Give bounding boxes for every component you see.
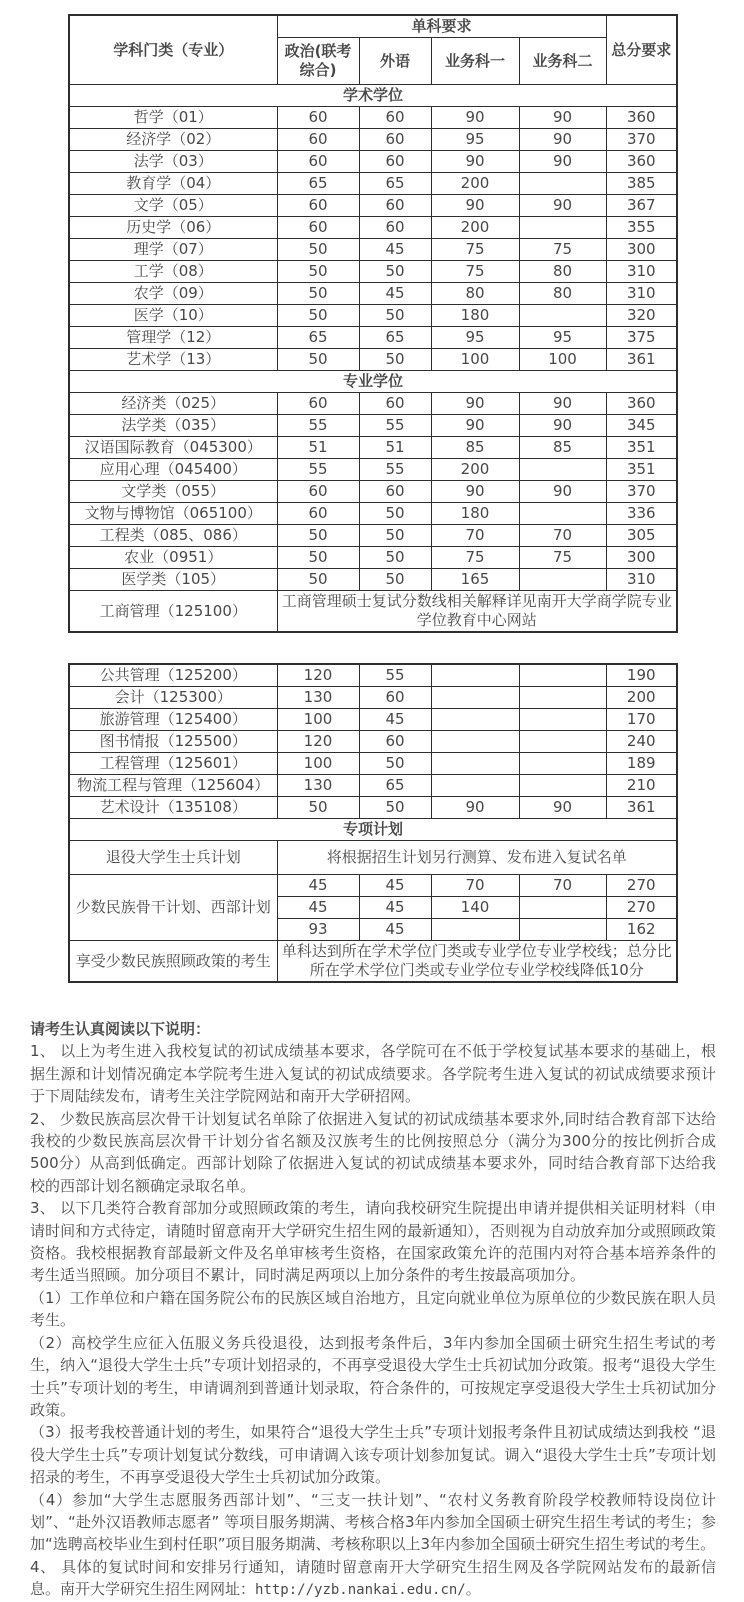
table-row	[69, 547, 677, 569]
score-cell: 300	[606, 547, 677, 569]
note-paragraph: （2）高校学生应征入伍服义务兵役退役，达到报考条件后，3年内参加全国硕士研究生招生考试的考生，纳入“退役大学生士兵”专项计划招录的，不再享受退役大学生士兵初试加分政策。报考“退役大学生士兵”专项计划的考生，申请调剂到普通计划录取，符合条件的，可按规定享受退役大学生士兵初试加分政策。	[30, 1333, 716, 1419]
section-row	[69, 85, 677, 107]
table-row	[69, 151, 677, 173]
score-cell: 90	[431, 797, 519, 819]
score-cell: 320	[606, 305, 677, 327]
score-cell: 75	[519, 547, 606, 569]
score-cell: 60	[359, 151, 431, 173]
table-row	[69, 107, 677, 129]
score-cell: 60	[277, 393, 359, 415]
score-cell: 50	[359, 503, 431, 525]
score-table-secondary	[68, 663, 678, 983]
score-cell: 65	[359, 327, 431, 349]
table-row	[69, 525, 677, 547]
score-cell: 45	[359, 283, 431, 305]
score-cell: 305	[606, 525, 677, 547]
score-cell	[519, 687, 606, 709]
score-cell: 50	[359, 797, 431, 819]
admissions-url: http://yzb.nankai.edu.cn/	[255, 1582, 466, 1599]
score-cell: 50	[277, 261, 359, 283]
score-cell	[519, 919, 606, 941]
score-cell: 50	[277, 239, 359, 261]
score-cell: 90	[431, 151, 519, 173]
score-cell: 162	[606, 919, 677, 941]
section-row	[69, 371, 677, 393]
score-cell: 95	[431, 327, 519, 349]
score-cell: 45	[359, 897, 431, 919]
score-table-main	[68, 14, 678, 633]
section-row	[69, 819, 677, 841]
table-row	[69, 349, 677, 371]
score-cell: 70	[431, 525, 519, 547]
table-row	[69, 437, 677, 459]
score-cell: 370	[606, 129, 677, 151]
table-row	[69, 459, 677, 481]
col-header-category: 学科门类（专业）	[69, 15, 277, 85]
score-cell: 310	[606, 569, 677, 591]
score-cell: 50	[359, 569, 431, 591]
score-cell: 60	[359, 195, 431, 217]
table-row	[69, 875, 677, 897]
score-cell: 270	[606, 897, 677, 919]
merged-note-cell: 工商管理硕士复试分数线相关解释详见南开大学商学院专业学位教育中心网站	[277, 591, 677, 633]
score-cell: 130	[277, 687, 359, 709]
score-cell: 70	[519, 525, 606, 547]
score-cell	[431, 664, 519, 687]
score-cell: 367	[606, 195, 677, 217]
score-cell: 60	[277, 481, 359, 503]
table-row	[69, 797, 677, 819]
score-cell: 45	[359, 239, 431, 261]
row-label: 文学（05）	[69, 195, 277, 217]
score-cell: 60	[277, 107, 359, 129]
row-label: 经济类（025）	[69, 393, 277, 415]
table-row	[69, 327, 677, 349]
score-table-main-body	[69, 85, 677, 633]
table-row	[69, 129, 677, 151]
table-row	[69, 753, 677, 775]
score-cell: 120	[277, 731, 359, 753]
score-cell: 210	[606, 775, 677, 797]
score-cell: 360	[606, 107, 677, 129]
table-row	[69, 261, 677, 283]
note-paragraph: 3、 以下几类符合教育部加分或照顾政策的考生，请向我校研究生院提出申请并提供相关证明材料（申请时间和方式待定，请随时留意南开大学研究生招生网的最新通知），否则视为自动放弃加分或照顾政策资格。我校根据教育部最新文件及名单审核考生资格，在国家政策允许的范围内对符合基本培养条件的考生适当照顾。加分项目不累计，同时满足两项以上加分条件的考生按最高项加分。	[30, 1199, 716, 1285]
score-cell: 360	[606, 393, 677, 415]
score-cell	[431, 709, 519, 731]
score-cell: 90	[519, 481, 606, 503]
row-label: 工程类（085、086）	[69, 525, 277, 547]
score-cell: 75	[431, 547, 519, 569]
score-cell	[519, 709, 606, 731]
score-cell: 50	[359, 349, 431, 371]
score-cell: 50	[277, 283, 359, 305]
score-cell: 45	[359, 709, 431, 731]
row-label: 农业（0951）	[69, 547, 277, 569]
score-cell: 65	[277, 327, 359, 349]
score-cell: 75	[431, 239, 519, 261]
score-cell: 85	[431, 437, 519, 459]
score-cell	[519, 664, 606, 687]
score-cell: 50	[277, 797, 359, 819]
score-cell: 120	[277, 664, 359, 687]
score-cell: 90	[519, 151, 606, 173]
score-cell: 351	[606, 459, 677, 481]
notes-paragraphs	[30, 1040, 716, 1601]
score-cell: 80	[519, 283, 606, 305]
score-cell: 80	[519, 261, 606, 283]
note-paragraph: 4、 具体的复试时间和安排另行通知，请随时留意南开大学研究生招生网及各学院网站发布的最新信息。南开大学研究生招生网网址：http://yzb.nankai.edu.cn/。	[30, 1557, 716, 1599]
score-cell: 180	[431, 503, 519, 525]
score-cell: 80	[431, 283, 519, 305]
table-row	[69, 503, 677, 525]
score-cell: 95	[519, 327, 606, 349]
score-cell: 200	[431, 217, 519, 239]
row-label: 理学（07）	[69, 239, 277, 261]
score-cell: 51	[359, 437, 431, 459]
table-row	[69, 173, 677, 195]
score-cell: 140	[431, 897, 519, 919]
header-row-top	[69, 15, 677, 38]
table-row	[69, 393, 677, 415]
row-label: 艺术学（13）	[69, 349, 277, 371]
col-header-politics: 政治(联考综合)	[277, 38, 359, 85]
score-cell: 189	[606, 753, 677, 775]
score-cell: 240	[606, 731, 677, 753]
row-label: 经济学（02）	[69, 129, 277, 151]
score-cell: 375	[606, 327, 677, 349]
row-label: 少数民族骨干计划、西部计划	[69, 875, 277, 941]
score-cell	[519, 217, 606, 239]
score-cell: 75	[431, 261, 519, 283]
section-header: 学术学位	[69, 85, 677, 107]
score-cell: 60	[359, 129, 431, 151]
score-cell: 60	[359, 687, 431, 709]
score-cell: 200	[431, 459, 519, 481]
score-cell: 90	[519, 797, 606, 819]
score-cell: 45	[277, 897, 359, 919]
row-label: 医学（10）	[69, 305, 277, 327]
score-cell: 90	[519, 107, 606, 129]
score-cell: 55	[359, 415, 431, 437]
score-cell: 200	[606, 687, 677, 709]
score-cell: 50	[277, 569, 359, 591]
table-row	[69, 941, 677, 983]
table-row	[69, 569, 677, 591]
table-row	[69, 195, 677, 217]
section-header: 专项计划	[69, 819, 677, 841]
score-cell: 90	[519, 195, 606, 217]
score-cell: 180	[431, 305, 519, 327]
score-cell: 90	[431, 393, 519, 415]
score-cell: 50	[277, 525, 359, 547]
score-cell: 361	[606, 797, 677, 819]
row-label: 旅游管理（125400）	[69, 709, 277, 731]
table-row	[69, 283, 677, 305]
row-label: 享受少数民族照顾政策的考生	[69, 941, 277, 983]
score-cell: 45	[359, 875, 431, 897]
score-cell: 60	[359, 731, 431, 753]
score-cell: 100	[277, 709, 359, 731]
score-cell	[519, 459, 606, 481]
score-cell: 75	[519, 239, 606, 261]
col-header-business1: 业务科一	[431, 38, 519, 85]
row-label: 工商管理（125100）	[69, 591, 277, 633]
col-header-single-subject: 单科要求	[277, 15, 606, 38]
row-label: 法学类（035）	[69, 415, 277, 437]
score-cell: 70	[519, 875, 606, 897]
score-cell: 70	[431, 875, 519, 897]
score-cell: 130	[277, 775, 359, 797]
score-cell: 90	[519, 129, 606, 151]
row-label: 图书情报（125500）	[69, 731, 277, 753]
score-cell: 60	[359, 393, 431, 415]
score-cell: 100	[519, 349, 606, 371]
score-cell: 60	[359, 107, 431, 129]
merged-note-cell: 将根据招生计划另行测算、发布进入复试名单	[277, 841, 677, 875]
score-cell: 360	[606, 151, 677, 173]
score-cell: 90	[431, 107, 519, 129]
score-cell: 50	[359, 753, 431, 775]
row-label: 艺术设计（135108）	[69, 797, 277, 819]
score-cell: 50	[359, 525, 431, 547]
table-row	[69, 239, 677, 261]
note-paragraph: （4）参加“大学生志愿服务西部计划”、“三支一扶计划”、“农村义务教育阶段学校教师特设岗位计划”、“赴外汉语教师志愿者” 等项目服务期满、考核合格3年内参加全国硕士研究生招生考试的考生；参加“选聘高校毕业生到村任职”项目服务期满、考核称职以上3年内参加全国硕士研究生招生考试的考生。	[30, 1490, 716, 1554]
score-cell: 51	[277, 437, 359, 459]
score-cell	[431, 687, 519, 709]
notes-title: 请考生认真阅读以下说明：	[30, 1020, 211, 1038]
score-cell: 385	[606, 173, 677, 195]
table-row	[69, 305, 677, 327]
row-label: 哲学（01）	[69, 107, 277, 129]
table-row	[69, 687, 677, 709]
table-row	[69, 591, 677, 633]
score-cell: 90	[431, 415, 519, 437]
score-cell: 60	[277, 129, 359, 151]
score-cell: 100	[277, 753, 359, 775]
score-cell: 50	[277, 547, 359, 569]
score-cell: 300	[606, 239, 677, 261]
score-cell: 50	[359, 305, 431, 327]
score-cell: 50	[359, 261, 431, 283]
score-cell: 170	[606, 709, 677, 731]
score-cell: 50	[277, 305, 359, 327]
score-cell: 310	[606, 261, 677, 283]
row-label: 应用心理（045400）	[69, 459, 277, 481]
score-cell: 65	[359, 775, 431, 797]
score-cell: 90	[519, 393, 606, 415]
score-cell	[519, 503, 606, 525]
score-cell: 90	[431, 195, 519, 217]
score-table-secondary-body	[69, 664, 677, 982]
score-cell	[519, 897, 606, 919]
score-cell: 50	[359, 547, 431, 569]
score-cell: 310	[606, 283, 677, 305]
score-cell: 355	[606, 217, 677, 239]
score-cell: 95	[431, 129, 519, 151]
score-cell	[519, 731, 606, 753]
score-cell	[519, 775, 606, 797]
score-cell	[431, 731, 519, 753]
col-header-total: 总分要求	[606, 15, 677, 85]
score-cell: 65	[359, 173, 431, 195]
score-cell: 45	[277, 875, 359, 897]
score-cell: 361	[606, 349, 677, 371]
row-label: 公共管理（125200）	[69, 664, 277, 687]
score-cell: 55	[359, 664, 431, 687]
score-cell: 90	[519, 415, 606, 437]
score-cell	[519, 173, 606, 195]
score-cell: 270	[606, 875, 677, 897]
table-row	[69, 841, 677, 875]
score-cell: 55	[277, 459, 359, 481]
score-cell: 93	[277, 919, 359, 941]
notes-section	[30, 1018, 716, 1602]
row-label: 法学（03）	[69, 151, 277, 173]
score-cell: 370	[606, 481, 677, 503]
score-cell: 60	[359, 481, 431, 503]
row-label: 工学（08）	[69, 261, 277, 283]
score-cell	[519, 305, 606, 327]
score-cell: 200	[431, 173, 519, 195]
score-cell: 85	[519, 437, 606, 459]
table-row	[69, 217, 677, 239]
score-cell: 90	[431, 481, 519, 503]
row-label: 工程管理（125601）	[69, 753, 277, 775]
row-label: 文学类（055）	[69, 481, 277, 503]
table-row	[69, 481, 677, 503]
merged-note-cell: 单科达到所在学术学位门类或专业学位专业学校线；总分比所在学术学位门类或专业学位专业学校线降低10分	[277, 941, 677, 983]
score-cell: 55	[359, 459, 431, 481]
score-cell	[431, 775, 519, 797]
score-cell	[519, 753, 606, 775]
row-label: 历史学（06）	[69, 217, 277, 239]
score-cell: 60	[359, 217, 431, 239]
note-paragraph: 1、 以上为考生进入我校复试的初试成绩基本要求，各学院可在不低于学校复试基本要求的基础上，根据生源和计划情况确定本学院考生进入复试的初试成绩要求。各学院考生进入复试的初试成绩要求预计于下周陆续发布，请考生关注学院网站和南开大学研招网。	[30, 1042, 716, 1106]
score-cell: 60	[277, 217, 359, 239]
table-row	[69, 775, 677, 797]
row-label: 文物与博物馆（065100）	[69, 503, 277, 525]
row-label: 教育学（04）	[69, 173, 277, 195]
score-cell: 60	[277, 151, 359, 173]
row-label: 物流工程与管理（125604）	[69, 775, 277, 797]
score-cell: 55	[277, 415, 359, 437]
score-cell: 60	[277, 503, 359, 525]
score-cell: 50	[277, 349, 359, 371]
score-cell: 190	[606, 664, 677, 687]
table-row	[69, 664, 677, 687]
table-row	[69, 709, 677, 731]
score-cell: 100	[431, 349, 519, 371]
score-cell: 60	[277, 195, 359, 217]
table-row	[69, 415, 677, 437]
row-label: 医学类（105）	[69, 569, 277, 591]
score-cell	[431, 753, 519, 775]
note-paragraph: 2、 少数民族高层次骨干计划复试名单除了依据进入复试的初试成绩基本要求外,同时结合教育部下达给我校的少数民族高层次骨干计划分省名额及汉族考生的比例按照总分（满分为300分的按比例折合成500分）从高到低确定。西部计划除了依据进入复试的初试成绩基本要求外，同时结合教育部下达给我校的西部计划名额确定录取名单。	[30, 1109, 716, 1195]
col-header-business2: 业务科二	[519, 38, 606, 85]
note-paragraph: （1）工作单位和户籍在国务院公布的民族区域自治地方，且定向就业单位为原单位的少数民族在职人员考生。	[30, 1288, 716, 1330]
row-label: 会计（125300）	[69, 687, 277, 709]
score-cell: 345	[606, 415, 677, 437]
score-cell: 351	[606, 437, 677, 459]
score-cell: 336	[606, 503, 677, 525]
score-cell	[431, 919, 519, 941]
score-cell	[519, 569, 606, 591]
row-label: 农学（09）	[69, 283, 277, 305]
score-cell: 165	[431, 569, 519, 591]
note-paragraph: （3）报考我校普通计划的考生，如果符合“退役大学生士兵”专项计划报考条件且初试成绩达到我校 “退役大学生士兵”专项计划复试分数线，可申请调入该专项计划参加复试。调入“退役大学生士兵”专项计划招录的考生，不再享受退役大学生士兵初试加分政策。	[30, 1423, 716, 1487]
score-cell: 45	[359, 919, 431, 941]
row-label: 退役大学生士兵计划	[69, 841, 277, 875]
row-label: 汉语国际教育（045300）	[69, 437, 277, 459]
section-header: 专业学位	[69, 371, 677, 393]
score-cell: 65	[277, 173, 359, 195]
col-header-foreign-language: 外语	[359, 38, 431, 85]
row-label: 管理学（12）	[69, 327, 277, 349]
table-row	[69, 731, 677, 753]
